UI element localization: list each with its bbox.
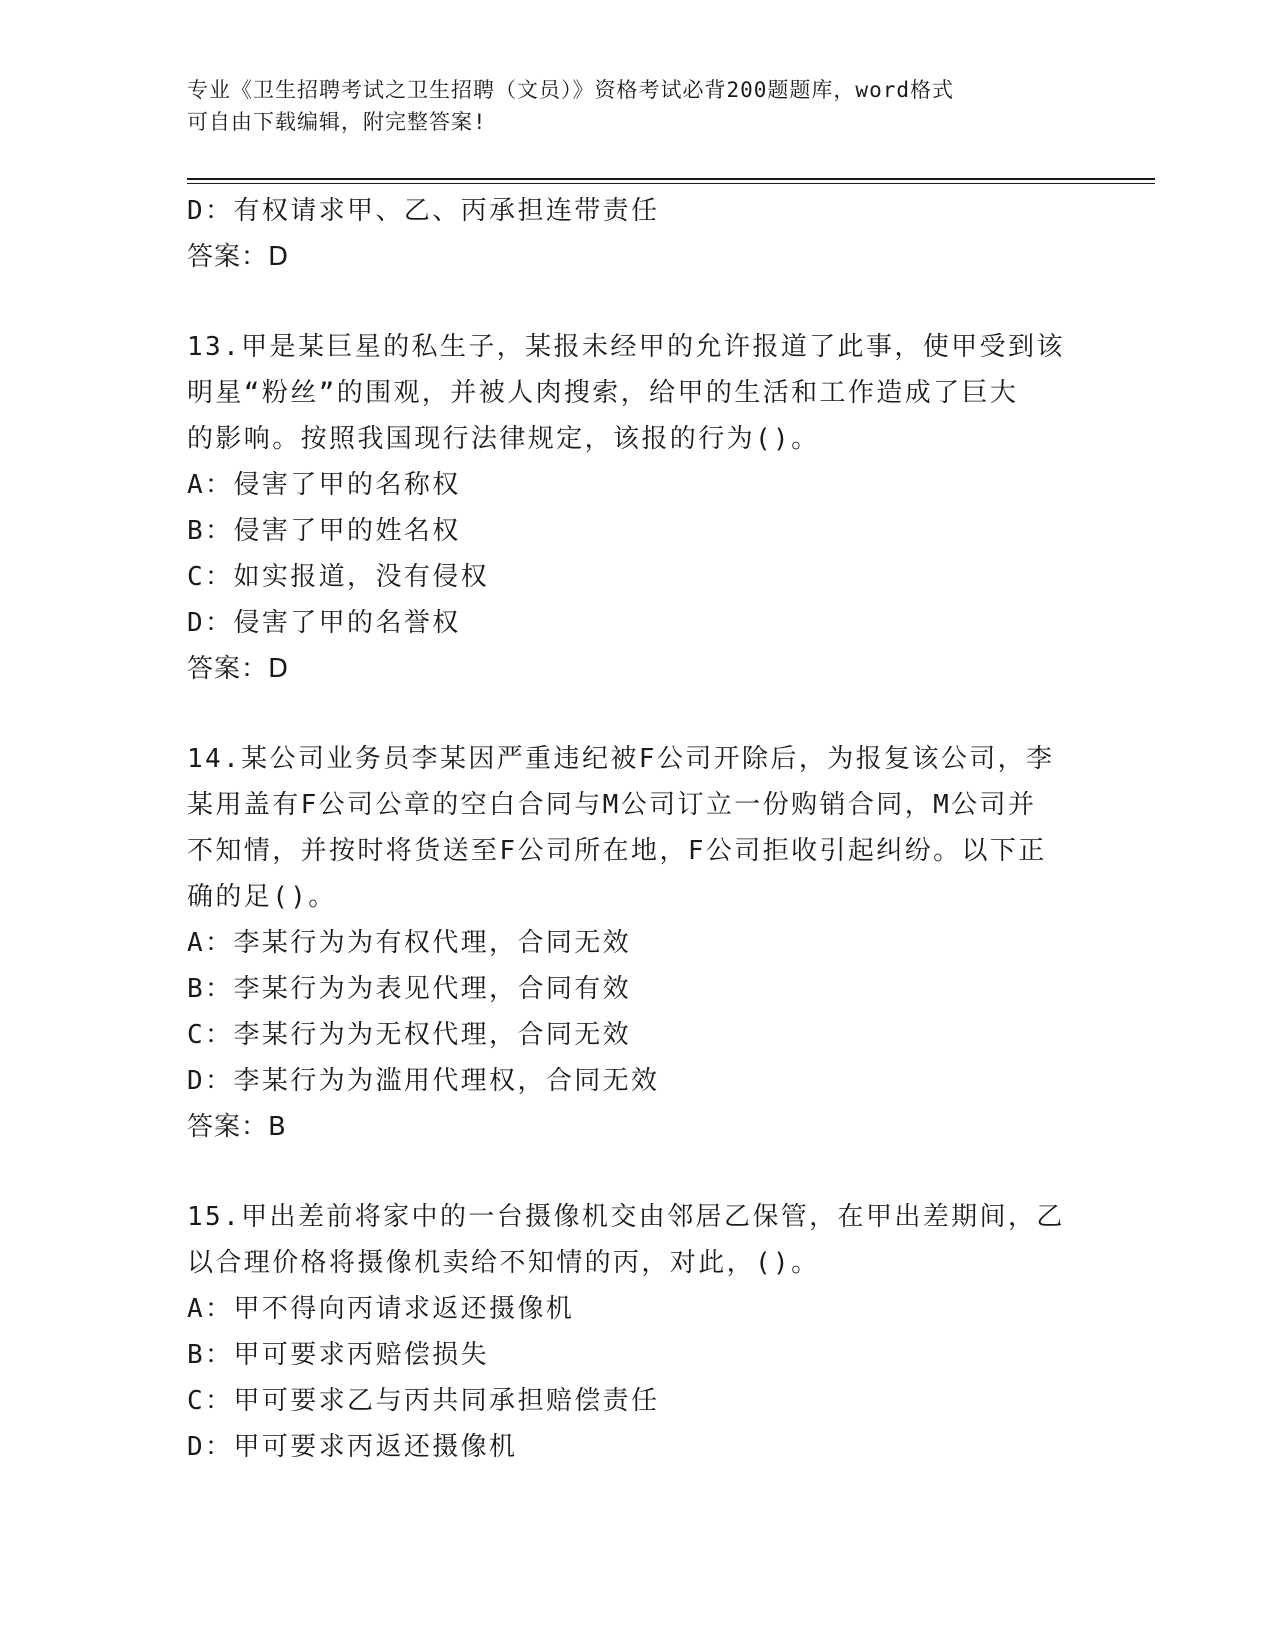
option-a: A：甲不得向丙请求返还摄像机: [187, 1294, 575, 1324]
option-b: B：侵害了甲的姓名权: [187, 516, 461, 546]
option-a: A：侵害了甲的名称权: [187, 470, 461, 500]
question-stem-line: 确的足()。: [187, 882, 337, 912]
question-list: [187, 188, 1087, 1470]
option-d: D：甲可要求丙返还摄像机: [187, 1432, 518, 1462]
question-13: [187, 324, 1087, 692]
option-d: D：有权请求甲、乙、丙承担连带责任: [187, 196, 660, 226]
option-c: C：李某行为为无权代理，合同无效: [187, 1020, 632, 1050]
question-spacer: [187, 280, 1087, 324]
question-stem-line: 13.甲是某巨星的私生子，某报未经甲的允许报道了此事，使甲受到该: [187, 332, 1065, 362]
answer-line: 答案：D: [187, 654, 290, 684]
option-b: B：李某行为为表见代理，合同有效: [187, 974, 632, 1004]
header-title-line-1: 专业《卫生招聘考试之卫生招聘（文员）》资格考试必背200题题库，word格式: [187, 78, 954, 102]
option-a: A：李某行为为有权代理，合同无效: [187, 928, 632, 958]
question-stem-line: 14.某公司业务员李某因严重违纪被F公司开除后，为报复该公司，李: [187, 744, 1055, 774]
option-d: D：李某行为为滥用代理权，合同无效: [187, 1066, 660, 1096]
header-title-line-2: 可自由下载编辑，附完整答案!: [187, 110, 487, 134]
page-header: [187, 74, 1067, 138]
question-stem-line: 不知情，并按时将货送至F公司所在地，F公司拒收引起纠纷。以下正: [187, 836, 1047, 866]
question-stem-line: 以合理价格将摄像机卖给不知情的丙，对此，()。: [187, 1248, 820, 1278]
option-c: C：如实报道，没有侵权: [187, 562, 490, 592]
question-15: [187, 1194, 1087, 1470]
answer-line: 答案：D: [187, 242, 290, 272]
question-14: [187, 736, 1087, 1150]
header-divider-thick: [187, 178, 1155, 180]
option-c: C：甲可要求乙与丙共同承担赔偿责任: [187, 1386, 660, 1416]
answer-line: 答案：B: [187, 1112, 287, 1142]
option-d: D：侵害了甲的名誉权: [187, 608, 461, 638]
question-stem-line: 15.甲出差前将家中的一台摄像机交由邻居乙保管，在甲出差期间，乙: [187, 1202, 1065, 1232]
header-divider-thin: [187, 183, 1155, 184]
question-stem-line: 明星“粉丝”的围观，并被人肉搜索，给甲的生活和工作造成了巨大: [187, 378, 1019, 408]
question-stem-line: 某用盖有F公司公章的空白合同与M公司订立一份购销合同，M公司并: [187, 790, 1037, 820]
question-spacer: [187, 1150, 1087, 1194]
question-spacer: [187, 692, 1087, 736]
question-stem-line: 的影响。按照我国现行法律规定，该报的行为()。: [187, 424, 820, 454]
option-b: B：甲可要求丙赔偿损失: [187, 1340, 490, 1370]
question-12-tail: [187, 188, 1087, 280]
